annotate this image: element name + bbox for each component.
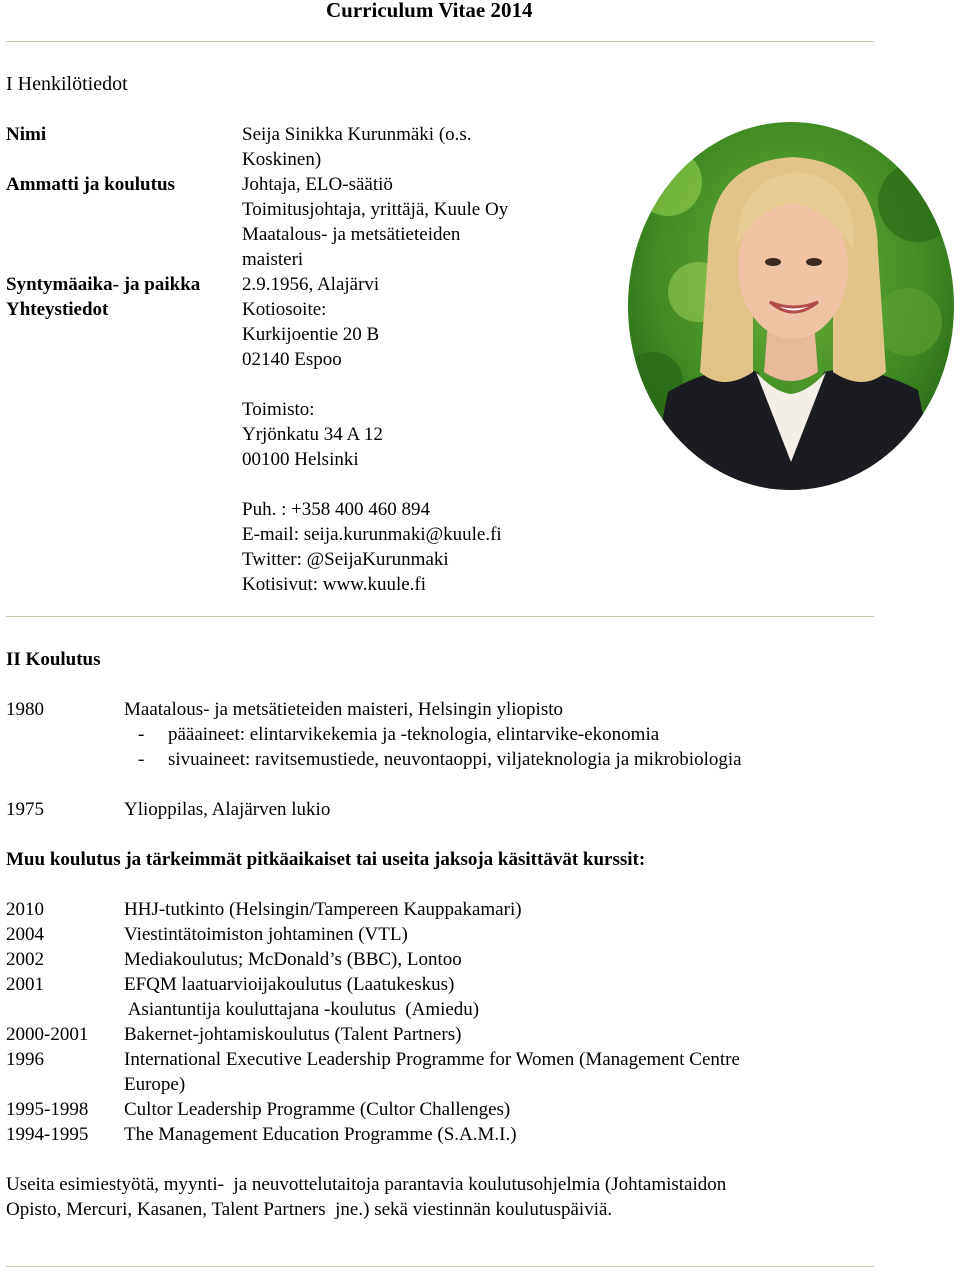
divider (6, 1266, 874, 1267)
website: Kotisivut: www.kuule.fi (242, 574, 427, 595)
subject-text: sivuaineet: ravitsemustiede, neuvontaoppi, viljateknologia ja mikrobiologia (168, 749, 742, 770)
section-heading-education: II Koulutus (6, 649, 101, 670)
birth-value: 2.9.1956, Alajärvi (242, 274, 380, 295)
home-address-line: Kurkijoentie 20 B (242, 324, 380, 345)
occupation-line: Johtaja, ELO-säätiö (242, 174, 393, 195)
twitter: Twitter: @SeijaKurunmaki (242, 549, 449, 570)
home-address-line: Kotiosoite: (242, 299, 327, 320)
course-text: Bakernet-johtamiskoulutus (Talent Partners) (124, 1024, 462, 1045)
course-year: 1994-1995 (6, 1124, 89, 1145)
email: E-mail: seija.kurunmaki@kuule.fi (242, 524, 502, 545)
course-year: 2002 (6, 949, 44, 970)
course-text: Viestintätoimiston johtaminen (VTL) (124, 924, 408, 945)
divider (6, 616, 874, 617)
course-year: 2001 (6, 974, 44, 995)
course-text: Cultor Leadership Programme (Cultor Challenges) (124, 1099, 511, 1120)
course-text: Mediakoulutus; McDonald’s (BBC), Lontoo (124, 949, 462, 970)
subject-dash: - (138, 749, 145, 770)
summary-line: Useita esimiestyötä, myynti- ja neuvottelutaitoja parantavia koulutusohjelmia (Johtamistaidon (6, 1174, 727, 1195)
office-address-line: Yrjönkatu 34 A 12 (242, 424, 383, 445)
course-year: 2004 (6, 924, 44, 945)
course-year: 1996 (6, 1049, 44, 1070)
occupation-line: Maatalous- ja metsätieteiden (242, 224, 461, 245)
course-year: 2000-2001 (6, 1024, 89, 1045)
course-text: HHJ-tutkinto (Helsingin/Tampereen Kauppakamari) (124, 899, 522, 920)
course-year: 2010 (6, 899, 44, 920)
name-line: Seija Sinikka Kurunmäki (o.s. (242, 124, 472, 145)
school-year: 1975 (6, 799, 44, 820)
divider (6, 41, 874, 42)
occupation-label: Ammatti ja koulutus (6, 174, 175, 195)
courses-heading: Muu koulutus ja tärkeimmät pitkäaikaiset tai useita jaksoja käsittävät kurssit: (6, 849, 646, 870)
section-heading-personal: I Henkilötiedot (6, 73, 128, 95)
course-text: Europe) (124, 1074, 186, 1095)
home-address-line: 02140 Espoo (242, 349, 342, 370)
occupation-line: Toimitusjohtaja, yrittäjä, Kuule Oy (242, 199, 509, 220)
portrait-photo (628, 122, 954, 490)
degree-text: Maatalous- ja metsätieteiden maisteri, Helsingin yliopisto (124, 699, 564, 720)
school-text: Ylioppilas, Alajärven lukio (124, 799, 331, 820)
degree-year: 1980 (6, 699, 44, 720)
subject-text: pääaineet: elintarvikekemia ja -teknologia, elintarvike-ekonomia (168, 724, 660, 745)
name-line: Koskinen) (242, 149, 322, 170)
occupation-line: maisteri (242, 249, 304, 270)
phone: Puh. : +358 400 460 894 (242, 499, 431, 520)
office-address-line: Toimisto: (242, 399, 315, 420)
course-year: 1995-1998 (6, 1099, 89, 1120)
birth-label: Syntymäaika- ja paikka (6, 274, 201, 295)
name-label: Nimi (6, 124, 47, 145)
course-text: The Management Education Programme (S.A.M.I.) (124, 1124, 517, 1145)
office-address-line: 00100 Helsinki (242, 449, 359, 470)
summary-line: Opisto, Mercuri, Kasanen, Talent Partners jne.) sekä viestinnän koulutuspäiviä. (6, 1199, 613, 1220)
subject-dash: - (138, 724, 145, 745)
course-text: Asiantuntija kouluttajana -koulutus (Amiedu) (124, 999, 480, 1020)
course-text: International Executive Leadership Programme for Women (Management Centre (124, 1049, 740, 1070)
contact-label: Yhteystiedot (6, 299, 109, 320)
course-text: EFQM laatuarvioijakoulutus (Laatukeskus) (124, 974, 455, 995)
document-title: Curriculum Vitae 2014 (326, 0, 533, 22)
